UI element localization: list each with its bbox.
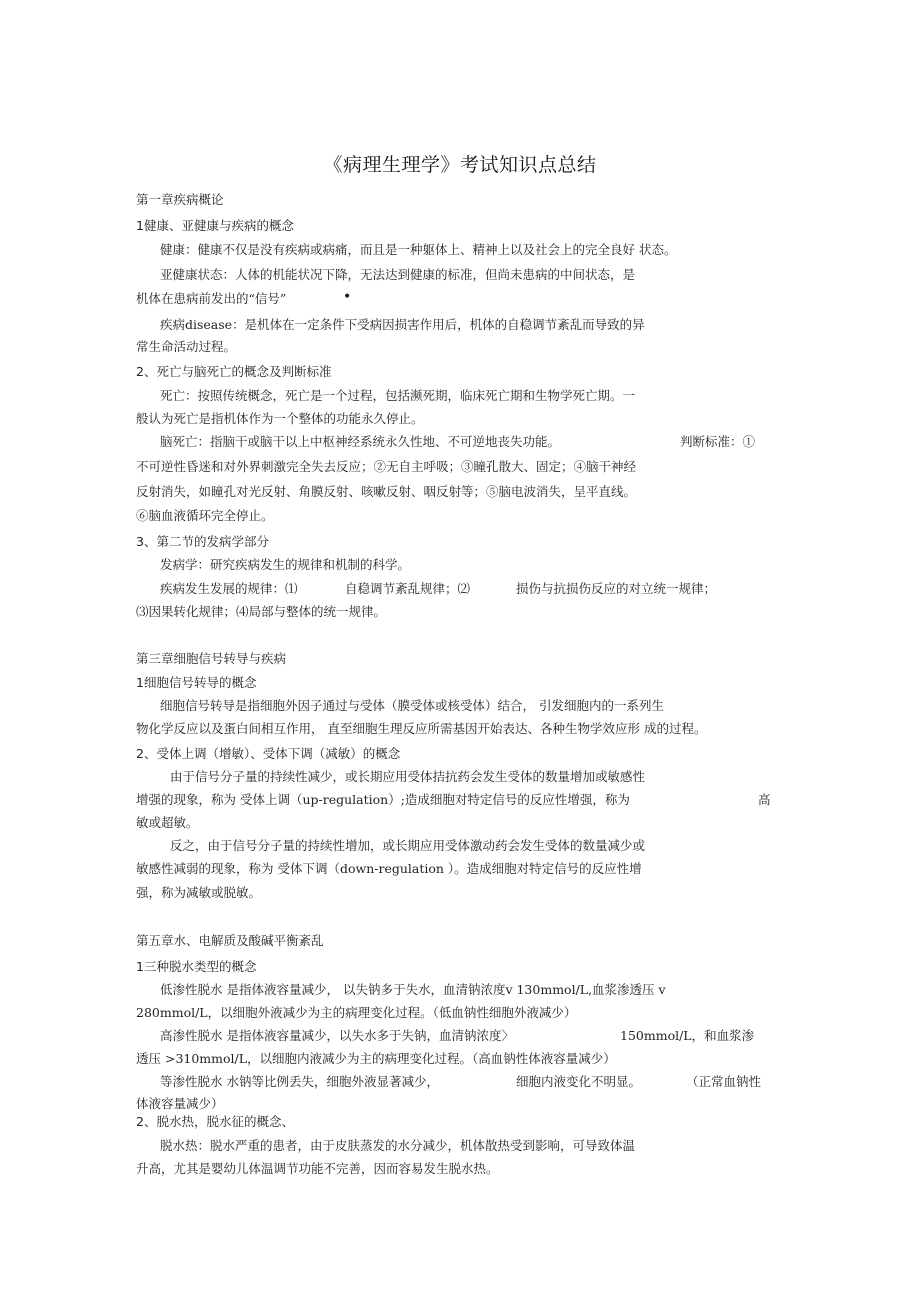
paragraph-line: 强，称为减敏或脱敏。 [136, 885, 262, 900]
section-heading: 1三种脱水类型的概念 [136, 959, 257, 974]
section-heading: 2、脱水热，脱水征的概念、 [136, 1114, 294, 1129]
chapter-heading: 第三章细胞信号转导与疾病 [136, 651, 287, 666]
paragraph-line: 疾病发生发展的规律：⑴ [160, 581, 298, 596]
paragraph-line: 健康：健康不仅是没有疾病或病痛，而且是一种躯体上、精神上以及社会上的完全良好 状态。 [160, 242, 677, 257]
paragraph-line: 物化学反应以及蛋白间相互作用， 直至细胞生理反应所需基因开始表达、各种生物学效应形 成的过程。 [136, 721, 707, 736]
paragraph-line: 增强的现象，称为 受体上调（up-regulation）;造成细胞对特定信号的反应性增强，称为 [136, 792, 630, 807]
paragraph-line: 判断标准：① [680, 434, 756, 449]
section-heading: 2、死亡与脑死亡的概念及判断标准 [136, 364, 332, 379]
paragraph-line: 由于信号分子量的持续性减少，或长期应用受体拮抗药会发生受体的数量增加或敏感性 [170, 769, 646, 784]
chapter-heading: 第一章疾病概论 [136, 192, 224, 207]
paragraph-line: 般认为死亡是指机体作为一个整体的功能永久停止。 [136, 411, 424, 426]
page-title: 《病理生理学》考试知识点总结 [323, 154, 597, 176]
paragraph-line: （正常血钠性 [686, 1074, 762, 1089]
paragraph-line: 不可逆性昏迷和对外界刺激完全失去反应；②无自主呼吸；③瞳孔散大、固定；④脑干神经 [136, 459, 637, 474]
section-heading: 1细胞信号转导的概念 [136, 675, 257, 690]
paragraph-line: 280mmol/L，以细胞外液减少为主的病理变化过程。（低血钠性细胞外液减少） [136, 1005, 577, 1020]
paragraph-line: 升高，尤其是婴幼儿体温调节功能不完善，因而容易发生脱水热。 [136, 1161, 499, 1176]
paragraph-line: 自稳调节紊乱规律；⑵ [345, 581, 471, 596]
paragraph-line: 高渗性脱水 是指体液容量减少，以失水多于失钠，血清钠浓度〉 [160, 1028, 514, 1043]
paragraph-line: 低渗性脱水 是指体液容量减少， 以失钠多于失水，血清钠浓度v 130mmol/L,血浆渗透压 v [160, 982, 666, 997]
paragraph-line: 常生命活动过程。 [136, 339, 237, 354]
section-heading: 2、受体上调（增敏）、受体下调（减敏）的概念 [136, 746, 401, 761]
paragraph-line: 死亡：按照传统概念，死亡是一个过程，包括濒死期，临床死亡期和生物学死亡期。一 [160, 388, 636, 403]
section-heading: 1健康、亚健康与疾病的概念 [136, 218, 294, 233]
paragraph-line: 等渗性脱水 水钠等比例丢失，细胞外液显著减少， [160, 1074, 439, 1089]
section-heading: 3、第二节的发病学部分 [136, 534, 269, 549]
paragraph-line: 损伤与抗损伤反应的对立统一规律； [516, 581, 717, 596]
paragraph-line: 反射消失，如瞳孔对光反射、角膜反射、咳嗽反射、咽反射等；⑤脑电波消失，呈平直线。 [136, 484, 637, 499]
paragraph-line: 脱水热：脱水严重的患者，由于皮肤蒸发的水分减少，机体散热受到影响，可导致体温 [160, 1138, 636, 1153]
paragraph-line: 敏感性减弱的现象，称为 受体下调（down-regulation ）。造成细胞对特定信号的反应性增 [136, 861, 642, 876]
chapter-heading: 第五章水、电解质及酸碱平衡紊乱 [136, 933, 324, 948]
paragraph-line: 发病学：研究疾病发生的规律和机制的科学。 [160, 557, 411, 572]
paragraph-line: ⑥脑血液循环完全停止。 [136, 508, 274, 523]
paragraph-line: 亚健康状态：人体的机能状况下降，无法达到健康的标准，但尚未患病的中间状态，是 [160, 267, 636, 282]
paragraph-line: 机体在患病前发出的“信号” [136, 291, 287, 306]
paragraph-line: ⑶因果转化规律；⑷局部与整体的统一规律。 [136, 604, 387, 619]
paragraph-line: 细胞内液变化不明显。 [516, 1074, 642, 1089]
paragraph-line: 150mmol/L，和血浆渗 [620, 1028, 755, 1043]
paragraph-line: 高 [758, 792, 771, 807]
paragraph-line: 体液容量减少） [136, 1096, 224, 1111]
paragraph-line: 细胞信号转导是指细胞外因子通过与受体（膜受体或核受体）结合， 引发细胞内的一系列生 [160, 698, 664, 713]
paragraph-line: 疾病disease：是机体在一定条件下受病因损害作用后，机体的自稳调节紊乱而导致的异 [160, 317, 645, 332]
bullet-dot: • [343, 289, 352, 305]
paragraph-line: 反之，由于信号分子量的持续性增加，或长期应用受体激动药会发生受体的数量减少或 [170, 838, 646, 853]
paragraph-line: 透压 >310mmol/L，以细胞内液减少为主的病理变化过程。（高血钠性体液容量减少） [136, 1051, 616, 1066]
paragraph-line: 脑死亡：指脑干或脑干以上中枢神经系统永久性地、不可逆地丧失功能。 [160, 434, 561, 449]
paragraph-line: 敏或超敏。 [136, 815, 199, 830]
